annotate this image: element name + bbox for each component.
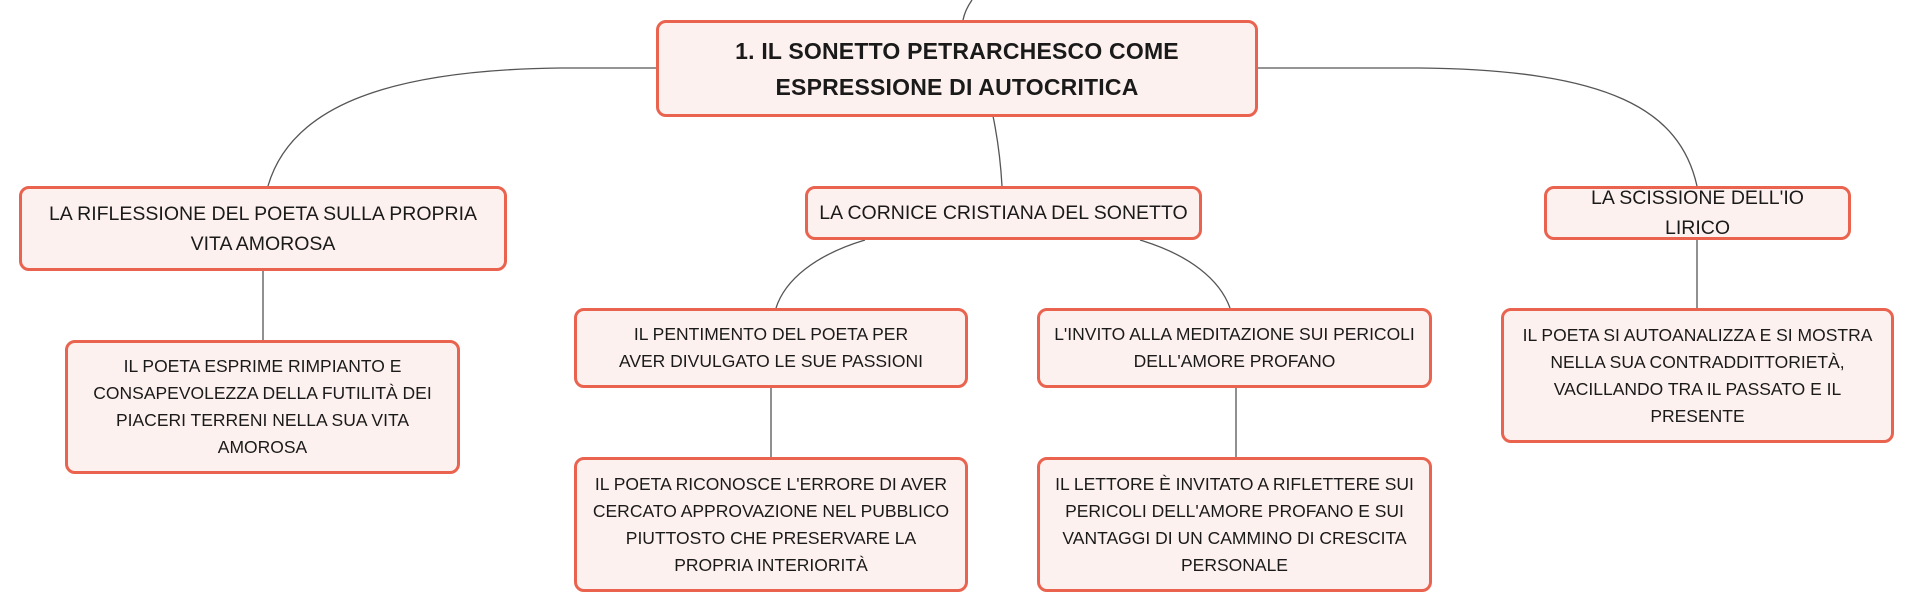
leaf-node-reader-invited[interactable] [1037, 457, 1432, 592]
sub-node-label: L'INVITO ALLA MEDITAZIONE SUI PERICOLI DELL'AMORE PROFANO [1054, 324, 1415, 371]
branch-node-label: LA SCISSIONE DELL'IO LIRICO [1591, 187, 1804, 239]
branch-node-lyric-self-split[interactable] [1544, 186, 1851, 240]
leaf-node-public-approval-error[interactable] [574, 457, 968, 592]
leaf-node-self-analysis[interactable] [1501, 308, 1894, 443]
connector-branch-2-to-sub-1 [776, 240, 865, 308]
connector-root-to-branch-3 [1255, 68, 1697, 186]
connector-root-parent [963, 0, 972, 20]
leaf-node-regret[interactable] [65, 340, 460, 474]
connector-root-to-branch-2 [993, 116, 1002, 186]
root-node[interactable] [656, 20, 1258, 117]
sub-node-label: IL PENTIMENTO DEL POETA PER AVER DIVULGATO LE SUE PASSIONI [618, 324, 924, 371]
branch-node-christian-frame[interactable] [805, 186, 1202, 240]
branch-node-label: LA CORNICE CRISTIANA DEL SONETTO [819, 202, 1188, 224]
leaf-node-label: IL POETA RICONOSCE L'ERRORE DI AVER CERCATO APPROVAZIONE NEL PUBBLICO PIUTTOSTO CHE PRESERVARE LA PROPRIA INTERIORITÀ [592, 473, 950, 575]
branch-node-poet-reflection[interactable] [19, 186, 507, 271]
sub-node-repentance[interactable] [574, 308, 968, 388]
connector-branch-2-to-sub-2 [1140, 240, 1230, 308]
connector-root-to-branch-1 [268, 68, 660, 186]
branch-node-label: LA RIFLESSIONE DEL POETA SULLA PROPRIA VITA AMOROSA [48, 202, 478, 255]
leaf-node-label: IL POETA SI AUTOANALIZZA E SI MOSTRA NELLA SUA CONTRADDITTORIETÀ, VACILLANDO TRA IL PASSATO E IL PRESENTE [1522, 324, 1873, 426]
sub-node-meditation-invite[interactable] [1037, 308, 1432, 388]
root-node-label: 1. IL SONETTO PETRARCHESCO COME ESPRESSIONE DI AUTOCRITICA [735, 37, 1179, 100]
leaf-node-label: IL POETA ESPRIME RIMPIANTO E CONSAPEVOLEZZA DELLA FUTILITÀ DEI PIACERI TERRENI NELLA SUA VITA AMOROSA [93, 356, 432, 457]
leaf-node-label: IL LETTORE È INVITATO A RIFLETTERE SUI PERICOLI DELL'AMORE PROFANO E SUI VANTAGGI DI UN CAMMINO DI CRESCITA PERSONALE [1055, 473, 1414, 575]
